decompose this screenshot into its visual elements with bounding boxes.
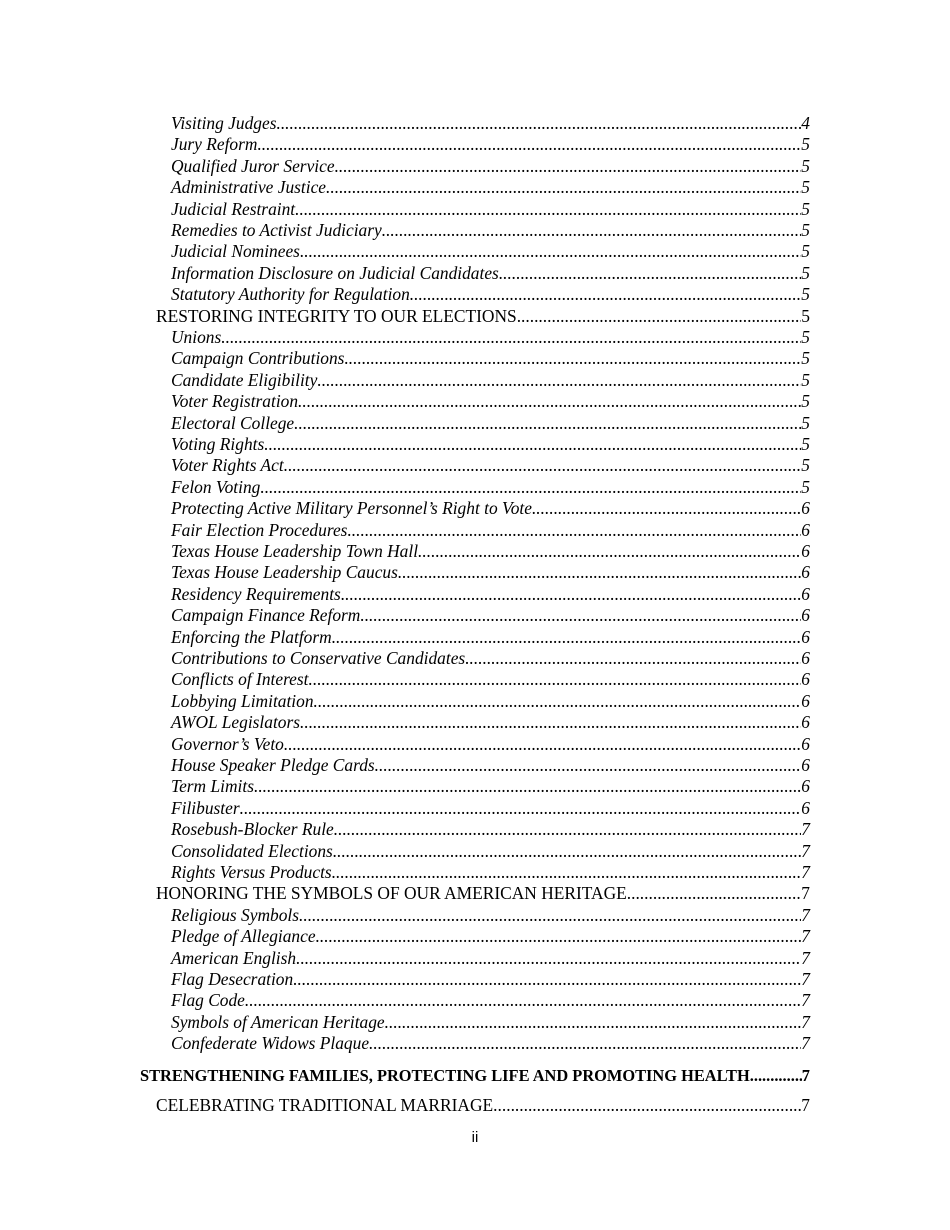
toc-entry (171, 177, 810, 198)
toc-leader-dots (418, 541, 801, 562)
toc-entry (171, 1033, 810, 1054)
toc-leader-dots (264, 434, 801, 455)
toc-entry-page: 7 (801, 904, 810, 925)
toc-entry (171, 905, 810, 926)
toc-leader-dots (333, 841, 801, 862)
toc-entry-title: HONORING THE SYMBOLS OF OUR AMERICAN HERITAGE (156, 883, 627, 904)
toc-entry-page: 4 (801, 113, 810, 133)
toc-entry (171, 712, 810, 733)
toc-entry-title: Rights Versus Products (171, 862, 332, 882)
toc-leader-dots (221, 327, 801, 348)
toc-entry-page: 7 (801, 840, 810, 861)
toc-entry-page: 6 (801, 583, 810, 604)
toc-leader-dots (627, 883, 802, 904)
toc-entry (171, 562, 810, 583)
page-number: ii (471, 1129, 479, 1146)
toc-entry-page: 6 (801, 797, 810, 818)
toc-entry-title: Pledge of Allegiance (171, 926, 316, 947)
toc-entry-page: 7 (801, 969, 810, 989)
toc-leader-dots (309, 669, 802, 690)
toc-section-entry (156, 883, 810, 904)
toc-leader-dots (465, 648, 801, 669)
toc-entry-title: Qualified Juror Service (171, 155, 335, 176)
toc-leader-dots (398, 562, 801, 583)
toc-entry (171, 413, 810, 434)
toc-entry-title: Candidate Eligibility (171, 369, 318, 390)
toc-entry-page: 5 (801, 198, 810, 219)
toc-entry (171, 819, 810, 840)
toc-entry-title: Judicial Nominees (171, 241, 300, 262)
toc-entry-title: Fair Election Procedures (171, 519, 348, 540)
toc-entry-page: 5 (801, 155, 810, 176)
toc-entry (171, 776, 810, 797)
toc-entry-page: 5 (801, 241, 810, 262)
toc-entry-title: Enforcing the Platform (171, 626, 332, 647)
toc-entry (171, 113, 810, 134)
toc-entry-title: Unions (171, 327, 222, 347)
toc-entry (171, 691, 810, 712)
toc-leader-dots (493, 1095, 801, 1116)
toc-entry (171, 969, 810, 990)
toc-entry-title: CELEBRATING TRADITIONAL MARRIAGE (156, 1095, 494, 1115)
toc-entry-title: Information Disclosure on Judicial Candidates (171, 262, 499, 283)
toc-entry-page: 6 (801, 755, 810, 775)
toc-entry-title: Confederate Widows Plaque (171, 1033, 370, 1054)
toc-leader-dots (499, 263, 801, 284)
toc-leader-dots (532, 498, 801, 519)
toc-entry-title: Lobbying Limitation (171, 690, 314, 711)
toc-entry-page: 6 (801, 605, 810, 626)
toc-entry (171, 948, 810, 969)
toc-entry-title: Protecting Active Military Personnel’s Right to Vote (171, 498, 532, 519)
toc-entry-title: Flag Desecration (171, 969, 294, 989)
toc-entry (171, 584, 810, 605)
toc-leader-dots (317, 370, 801, 391)
toc-entry (171, 605, 810, 626)
toc-entry-title: Campaign Finance Reform (171, 605, 361, 626)
toc-entry-title: Consolidated Elections (171, 840, 333, 861)
toc-entry-title: STRENGTHENING FAMILIES, PROTECTING LIFE AND PROMOTING HEALTH (140, 1065, 750, 1085)
toc-leader-dots (332, 627, 802, 648)
toc-entry (171, 1012, 810, 1033)
toc-leader-dots (296, 948, 801, 969)
toc-entry (171, 627, 810, 648)
toc-entry-page: 7 (801, 819, 810, 840)
toc-entry-page: 6 (801, 776, 810, 797)
toc-entry-page: 6 (801, 648, 810, 668)
toc-entry-title: Felon Voting (171, 476, 261, 497)
toc-leader-dots (300, 712, 801, 733)
toc-entry (171, 156, 810, 177)
toc-entry (171, 755, 810, 776)
toc-section-entry (156, 1095, 810, 1116)
toc-entry-title: Statutory Authority for Regulation (171, 284, 410, 305)
toc-entry-title: Visiting Judges (171, 113, 277, 133)
toc-entry-page: 6 (801, 626, 810, 647)
toc-chapter-entry (140, 1065, 810, 1086)
toc-entry-title: Contributions to Conservative Candidates (171, 648, 466, 668)
toc-leader-dots (360, 605, 801, 626)
toc-leader-dots (240, 798, 802, 819)
toc-entry-page: 7 (801, 862, 810, 882)
toc-entry-page: 5 (801, 305, 810, 326)
toc-leader-dots (298, 391, 801, 412)
toc-leader-dots (245, 990, 801, 1011)
toc-entry (171, 798, 810, 819)
toc-entry-page: 6 (801, 519, 810, 540)
toc-leader-dots (294, 413, 801, 434)
toc-entry-page: 5 (801, 220, 810, 240)
toc-leader-dots (334, 819, 802, 840)
toc-leader-dots (385, 1012, 802, 1033)
toc-entry-page: 5 (801, 262, 810, 283)
toc-leader-dots (254, 776, 801, 797)
toc-entry-page: 7 (801, 1065, 810, 1085)
toc-entry-page: 6 (801, 498, 810, 519)
toc-leader-dots (332, 862, 802, 883)
toc-entry-title: Voter Registration (171, 391, 299, 412)
toc-leader-dots (316, 926, 802, 947)
toc-entry-title: Symbols of American Heritage (171, 1011, 385, 1032)
toc-entry-title: Remedies to Activist Judiciary (171, 220, 382, 240)
toc-entry (171, 990, 810, 1011)
toc-leader-dots (382, 220, 802, 241)
toc-entry-title: Administrative Justice (171, 177, 327, 198)
toc-entry-title: Governor’s Veto (171, 733, 284, 754)
toc-entry-page: 7 (801, 947, 810, 968)
toc-entry-title: Texas House Leadership Caucus (171, 562, 398, 583)
toc-entry (171, 434, 810, 455)
toc-entry-page: 5 (801, 369, 810, 390)
toc-leader-dots (300, 241, 801, 262)
toc-entry (171, 327, 810, 348)
toc-entry-title: Flag Code (171, 990, 245, 1011)
toc-entry (171, 241, 810, 262)
toc-entry-page: 5 (801, 391, 810, 412)
toc-entry-page: 5 (801, 455, 810, 476)
toc-entry (171, 926, 810, 947)
toc-entry (171, 263, 810, 284)
toc-entry-page: 5 (801, 434, 810, 454)
toc-leader-dots (326, 177, 801, 198)
toc-entry-title: Texas House Leadership Town Hall (171, 541, 419, 561)
toc-entry-title: Jury Reform (171, 134, 258, 155)
toc-section-entry (156, 306, 810, 327)
toc-entry (171, 348, 810, 369)
toc-entry-page: 5 (801, 327, 810, 347)
toc-entry-page: 5 (801, 134, 810, 155)
toc-entry-title: Rosebush-Blocker Rule (171, 819, 334, 840)
toc-entry (171, 455, 810, 476)
toc-entry-page: 5 (801, 412, 810, 433)
toc-entry-title: Voter Rights Act (171, 455, 284, 476)
toc-entry (171, 220, 810, 241)
toc-entry-page: 6 (801, 712, 810, 733)
toc-entry-page: 6 (801, 669, 810, 690)
toc-leader-dots (517, 306, 802, 327)
toc-entry (171, 862, 810, 883)
toc-leader-dots (410, 284, 802, 305)
toc-leader-dots (299, 905, 801, 926)
toc-entry (171, 520, 810, 541)
toc-entry-title: Voting Rights (171, 434, 265, 454)
toc-entry-title: Residency Requirements (171, 583, 341, 604)
toc-leader-dots (750, 1065, 802, 1086)
toc-entry-page: 7 (801, 990, 810, 1011)
toc-entry-title: Filibuster (171, 797, 240, 818)
toc-leader-dots (276, 113, 801, 134)
toc-leader-dots (314, 691, 802, 712)
toc-leader-dots (257, 134, 801, 155)
toc-entry (171, 477, 810, 498)
toc-entry-page: 6 (801, 541, 810, 561)
toc-leader-dots (284, 455, 802, 476)
toc-entry-page: 7 (801, 926, 810, 947)
toc-entry-title: AWOL Legislators (171, 712, 301, 733)
toc-entry (171, 134, 810, 155)
toc-entry-page: 5 (801, 284, 810, 305)
toc-entry (171, 199, 810, 220)
toc-entry-page: 7 (801, 1011, 810, 1032)
toc-entry-page: 7 (801, 1095, 810, 1115)
toc-leader-dots (260, 477, 801, 498)
toc-entry-page: 5 (801, 177, 810, 198)
toc-leader-dots (284, 734, 801, 755)
toc-entry-page: 6 (801, 733, 810, 754)
toc-entry-title: RESTORING INTEGRITY TO OUR ELECTIONS (156, 305, 517, 326)
toc-entry (171, 391, 810, 412)
toc-entry-title: Judicial Restraint (171, 198, 296, 219)
toc-entry-title: Electoral College (171, 412, 295, 433)
toc-entry-title: Term Limits (171, 776, 254, 797)
toc-entry-title: House Speaker Pledge Cards (171, 755, 375, 775)
toc-entry (171, 669, 810, 690)
toc-entry-page: 7 (801, 883, 810, 904)
toc-entry-page: 6 (801, 690, 810, 711)
toc-entry-title: Religious Symbols (171, 904, 300, 925)
toc-leader-dots (293, 969, 801, 990)
toc-leader-dots (295, 199, 801, 220)
toc-entry (171, 734, 810, 755)
toc-entry-page: 5 (801, 476, 810, 497)
toc-leader-dots (347, 520, 801, 541)
toc-entry (171, 284, 810, 305)
toc-entry-title: Campaign Contributions (171, 348, 345, 369)
toc-leader-dots (369, 1033, 801, 1054)
toc-entry (171, 370, 810, 391)
toc-entry (171, 648, 810, 669)
toc-entry-page: 6 (801, 562, 810, 583)
toc-leader-dots (375, 755, 802, 776)
toc-leader-dots (344, 348, 801, 369)
toc-entry (171, 498, 810, 519)
toc-entry (171, 541, 810, 562)
toc-leader-dots (335, 156, 802, 177)
toc-entry-page: 7 (801, 1033, 810, 1054)
toc-leader-dots (341, 584, 801, 605)
toc-entry-title: American English (171, 947, 297, 968)
toc-entry-page: 5 (801, 348, 810, 369)
toc-entry-title: Conflicts of Interest (171, 669, 309, 690)
toc-entry (171, 841, 810, 862)
